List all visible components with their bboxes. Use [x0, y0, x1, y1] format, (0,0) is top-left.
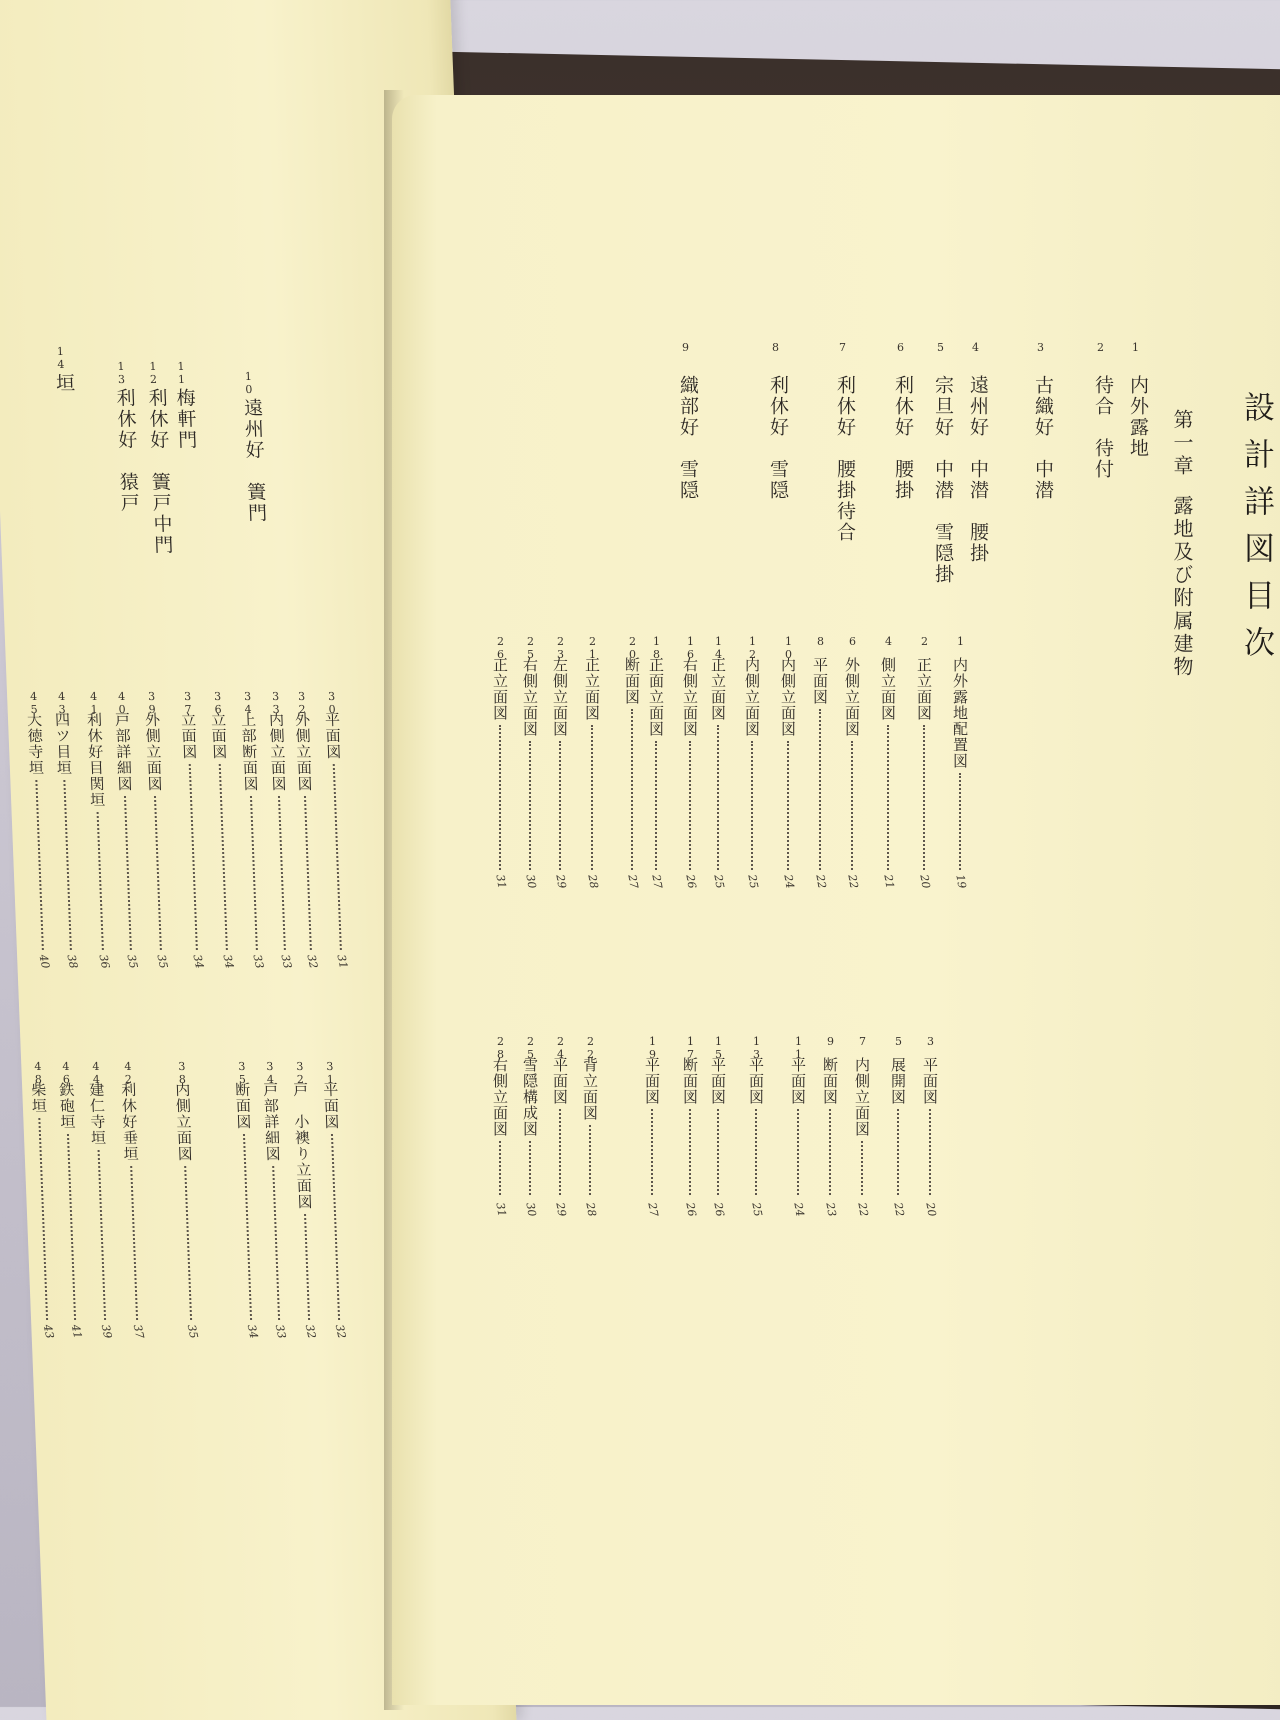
entry-number: 14 — [712, 635, 725, 661]
entry-page: 34 — [244, 1323, 261, 1340]
entry-number: 42 — [121, 1060, 136, 1086]
entry-number: 5 — [892, 1035, 905, 1048]
entry-number: 44 — [89, 1060, 104, 1086]
caption-text: 古織好 中潜 — [1032, 375, 1054, 501]
entry-leader — [689, 741, 691, 870]
caption-text: 遠州好 簀門 — [240, 398, 268, 524]
entry-page: 20 — [917, 873, 933, 890]
entry-label: 大徳寺垣 — [24, 712, 46, 776]
entry-leader — [278, 796, 286, 950]
entry-page: 24 — [781, 873, 797, 890]
caption-number: 13 — [114, 360, 129, 386]
entry-label: 外側立面図 — [142, 712, 164, 792]
entry-page: 41 — [68, 1323, 85, 1340]
entry-leader — [63, 780, 72, 950]
entry-number: 15 — [712, 1035, 725, 1061]
entry-number: 48 — [31, 1060, 46, 1086]
entry-number: 32 — [293, 1060, 308, 1086]
entry-label: 右側立面図 — [681, 657, 699, 737]
entry-page: 36 — [96, 953, 113, 970]
entry-label: 正立面図 — [491, 657, 509, 721]
entry-leader — [130, 1166, 138, 1320]
entry-number: 7 — [856, 1035, 869, 1048]
caption-number: 12 — [146, 360, 161, 386]
entry-page: 34 — [220, 953, 237, 970]
entry-number: 39 — [144, 690, 159, 716]
entry-leader — [829, 1109, 831, 1195]
entry-number: 33 — [268, 690, 283, 716]
entry-label: 内側立面図 — [266, 712, 288, 792]
entry-label: 建仁寺垣 — [86, 1082, 108, 1146]
entry-leader — [243, 1134, 252, 1320]
entry-label: 背立面図 — [581, 1057, 599, 1121]
caption-text: 利休好 簀戸中門 — [145, 388, 174, 556]
caption-number: 3 — [1034, 341, 1047, 354]
entry-label: 内側立面図 — [172, 1082, 195, 1162]
entry-label: 正立面図 — [583, 657, 601, 721]
entry-label: 戸部詳細図 — [260, 1082, 283, 1162]
entry-leader — [717, 1109, 719, 1195]
entry-leader — [861, 1141, 863, 1195]
entry-leader — [529, 741, 531, 870]
entry-leader — [529, 1141, 531, 1195]
entry-number: 31 — [323, 1060, 338, 1086]
entry-leader — [304, 796, 312, 950]
caption-number: 10 — [241, 370, 256, 396]
entry-number: 23 — [554, 635, 567, 661]
right-page — [392, 95, 1280, 1705]
entry-page: 32 — [332, 1323, 349, 1340]
entry-label: 柴垣 — [28, 1082, 49, 1114]
entry-page: 31 — [334, 953, 351, 970]
caption-text: 遠州好 中潜 腰掛 — [967, 375, 989, 564]
entry-label: 外側立面図 — [292, 712, 314, 792]
entry-label: 正立面図 — [709, 657, 727, 721]
caption-number: 7 — [836, 341, 849, 354]
caption-number: 8 — [769, 341, 782, 354]
page-title: 設計詳図目次 — [1238, 391, 1274, 673]
entry-number: 13 — [750, 1035, 763, 1061]
entry-label: 鉄砲垣 — [56, 1082, 77, 1130]
entry-leader — [717, 725, 719, 870]
entry-number: 17 — [684, 1035, 697, 1061]
entry-number: 34 — [263, 1060, 278, 1086]
entry-page: 22 — [891, 1201, 907, 1218]
caption-text: 待合 待付 — [1092, 375, 1114, 480]
entry-page: 27 — [645, 1201, 661, 1218]
entry-page: 35 — [184, 1323, 201, 1340]
entry-number: 16 — [684, 635, 697, 661]
entry-page: 28 — [583, 1201, 599, 1218]
entry-label: 平面図 — [322, 712, 343, 760]
entry-leader — [851, 741, 853, 870]
entry-label: 平面図 — [551, 1057, 569, 1105]
entry-label: 四ツ目垣 — [52, 712, 74, 776]
entry-label: 戸部詳細図 — [112, 712, 134, 792]
entry-number: 45 — [26, 690, 41, 716]
entry-leader — [499, 1141, 501, 1195]
entry-number: 12 — [746, 635, 759, 661]
entry-page: 29 — [553, 1201, 569, 1218]
entry-leader — [887, 725, 889, 870]
entry-leader — [98, 1150, 107, 1320]
entry-leader — [689, 1109, 691, 1195]
entry-label: 右側立面図 — [491, 1057, 509, 1137]
entry-label: 内側立面図 — [779, 657, 797, 737]
entry-page: 31 — [493, 1201, 509, 1218]
entry-page: 39 — [98, 1323, 115, 1340]
entry-number: 41 — [86, 690, 101, 716]
entry-number: 6 — [846, 635, 859, 648]
entry-page: 37 — [130, 1323, 147, 1340]
entry-label: 上部断面図 — [238, 712, 260, 792]
entry-number: 25 — [524, 1035, 537, 1061]
entry-page: 25 — [711, 873, 727, 890]
entry-leader — [333, 764, 342, 950]
entry-number: 10 — [782, 635, 795, 661]
entry-leader — [250, 796, 258, 950]
entry-page: 27 — [649, 873, 665, 890]
entry-leader — [897, 1109, 899, 1195]
entry-number: 22 — [584, 1035, 597, 1061]
entry-label: 断面図 — [232, 1082, 253, 1130]
entry-page: 22 — [813, 873, 829, 890]
entry-label: 平面図 — [747, 1057, 765, 1105]
entry-page: 21 — [881, 873, 897, 890]
entry-number: 38 — [175, 1060, 190, 1086]
entry-page: 31 — [493, 873, 509, 890]
entry-label: 平面図 — [789, 1057, 807, 1105]
caption-number: 5 — [934, 341, 947, 354]
entry-page: 28 — [585, 873, 601, 890]
caption-number: 9 — [679, 341, 692, 354]
caption-text: 宗旦好 中潜 雪隠掛 — [932, 375, 954, 585]
entry-label: 内側立面図 — [743, 657, 761, 737]
entry-number: 1 — [954, 635, 967, 648]
entry-number: 32 — [294, 690, 309, 716]
entry-leader — [755, 1109, 757, 1195]
caption-text: 利休好 雪隠 — [767, 375, 789, 501]
entry-page: 25 — [749, 1201, 765, 1218]
entry-leader — [559, 741, 561, 870]
entry-leader — [124, 796, 132, 950]
caption-number: 14 — [53, 345, 68, 371]
entry-number: 20 — [626, 635, 639, 661]
entry-leader — [751, 741, 753, 870]
entry-page: 25 — [745, 873, 761, 890]
entry-label: 立面図 — [178, 712, 199, 760]
entry-leader — [272, 1166, 280, 1320]
entry-number: 34 — [240, 690, 255, 716]
entry-page: 29 — [553, 873, 569, 890]
entry-label: 側立面図 — [879, 657, 897, 721]
entry-number: 19 — [646, 1035, 659, 1061]
entry-number: 40 — [114, 690, 129, 716]
entry-number: 36 — [210, 690, 225, 716]
caption-text: 垣 — [52, 373, 76, 394]
entry-page: 19 — [953, 873, 969, 890]
entry-label: 内外露地配置図 — [951, 657, 969, 769]
entry-number: 30 — [324, 690, 339, 716]
entry-leader — [304, 1214, 310, 1320]
caption-text: 内外露地 — [1127, 375, 1149, 459]
entry-number: 25 — [524, 635, 537, 661]
entry-label: 断面図 — [623, 657, 641, 705]
entry-page: 26 — [711, 1201, 727, 1218]
entry-leader — [97, 812, 104, 950]
entry-label: 外側立面図 — [843, 657, 861, 737]
entry-leader — [154, 796, 162, 950]
entry-leader — [589, 1125, 591, 1195]
entry-label: 平面図 — [320, 1082, 341, 1130]
entry-number: 4 — [882, 635, 895, 648]
entry-page: 27 — [625, 873, 641, 890]
entry-label: 利休好目関垣 — [84, 712, 107, 808]
entry-label: 断面図 — [681, 1057, 699, 1105]
entry-label: 平面図 — [811, 657, 829, 705]
entry-leader — [655, 741, 657, 870]
entry-number: 35 — [235, 1060, 250, 1086]
entry-page: 33 — [272, 1323, 289, 1340]
entry-leader — [787, 741, 789, 870]
entry-leader — [959, 773, 961, 870]
entry-page: 35 — [154, 953, 171, 970]
entry-page: 30 — [523, 1201, 539, 1218]
caption-number: 4 — [969, 341, 982, 354]
caption-number: 11 — [174, 360, 189, 386]
entry-number: 24 — [554, 1035, 567, 1061]
entry-number: 37 — [180, 690, 195, 716]
entry-number: 18 — [650, 635, 663, 661]
entry-number: 11 — [792, 1035, 805, 1061]
entry-label: 左側立面図 — [551, 657, 569, 737]
entry-page: 34 — [190, 953, 207, 970]
entry-page: 35 — [124, 953, 141, 970]
caption-text: 利休好 腰掛待合 — [834, 375, 856, 543]
entry-page: 40 — [36, 953, 53, 970]
entry-label: 正立面図 — [915, 657, 933, 721]
entry-number: 46 — [59, 1060, 74, 1086]
entry-page: 33 — [250, 953, 267, 970]
entry-number: 28 — [494, 1035, 507, 1061]
entry-label: 立面図 — [208, 712, 229, 760]
entry-page: 32 — [304, 953, 321, 970]
entry-page: 26 — [683, 1201, 699, 1218]
entry-label: 平面図 — [643, 1057, 661, 1105]
entry-leader — [35, 780, 44, 950]
entry-label: 戸 小襖り立面図 — [290, 1082, 314, 1210]
entry-label: 展開図 — [889, 1057, 907, 1105]
entry-leader — [923, 725, 925, 870]
entry-label: 内側立面図 — [853, 1057, 871, 1137]
entry-label: 平面図 — [709, 1057, 727, 1105]
caption-text: 梅軒門 — [173, 388, 198, 451]
entry-page: 20 — [923, 1201, 939, 1218]
entry-label: 正面立面図 — [647, 657, 665, 737]
entry-leader — [631, 709, 633, 870]
entry-leader — [559, 1109, 561, 1195]
entry-label: 平面図 — [921, 1057, 939, 1105]
caption-number: 1 — [1129, 341, 1142, 354]
entry-page: 22 — [855, 1201, 871, 1218]
entry-page: 32 — [302, 1323, 319, 1340]
entry-leader — [929, 1109, 931, 1195]
entry-leader — [67, 1134, 76, 1320]
caption-text: 利休好 腰掛 — [892, 375, 914, 501]
entry-number: 8 — [814, 635, 827, 648]
entry-leader — [189, 764, 198, 950]
entry-number: 26 — [494, 635, 507, 661]
entry-label: 断面図 — [821, 1057, 839, 1105]
entry-page: 38 — [64, 953, 81, 970]
entry-leader — [219, 764, 228, 950]
entry-leader — [651, 1109, 653, 1195]
chapter-name: 露地及び附属建物 — [1170, 495, 1194, 679]
entry-page: 23 — [823, 1201, 839, 1218]
entry-label: 右側立面図 — [521, 657, 539, 737]
entry-page: 24 — [791, 1201, 807, 1218]
entry-leader — [184, 1166, 192, 1320]
chapter-number: 第一章 — [1170, 409, 1194, 478]
entry-page: 33 — [278, 953, 295, 970]
entry-page: 26 — [683, 873, 699, 890]
entry-page: 43 — [40, 1323, 57, 1340]
entry-leader — [331, 1134, 340, 1320]
entry-page: 30 — [523, 873, 539, 890]
entry-leader — [38, 1118, 48, 1320]
entry-leader — [819, 709, 821, 870]
caption-number: 2 — [1094, 341, 1107, 354]
entry-number: 21 — [586, 635, 599, 661]
caption-text: 織部好 雪隠 — [677, 375, 699, 501]
entry-number: 3 — [924, 1035, 937, 1048]
entry-label: 雪隠構成図 — [521, 1057, 539, 1137]
entry-number: 9 — [824, 1035, 837, 1048]
entry-label: 利休好垂垣 — [118, 1082, 141, 1162]
entry-leader — [591, 725, 593, 870]
entry-leader — [499, 725, 501, 870]
entry-number: 43 — [54, 690, 69, 716]
entry-number: 2 — [918, 635, 931, 648]
entry-page: 22 — [845, 873, 861, 890]
caption-number: 6 — [894, 341, 907, 354]
entry-leader — [797, 1109, 799, 1195]
caption-text: 利休好 猿戸 — [113, 388, 141, 514]
